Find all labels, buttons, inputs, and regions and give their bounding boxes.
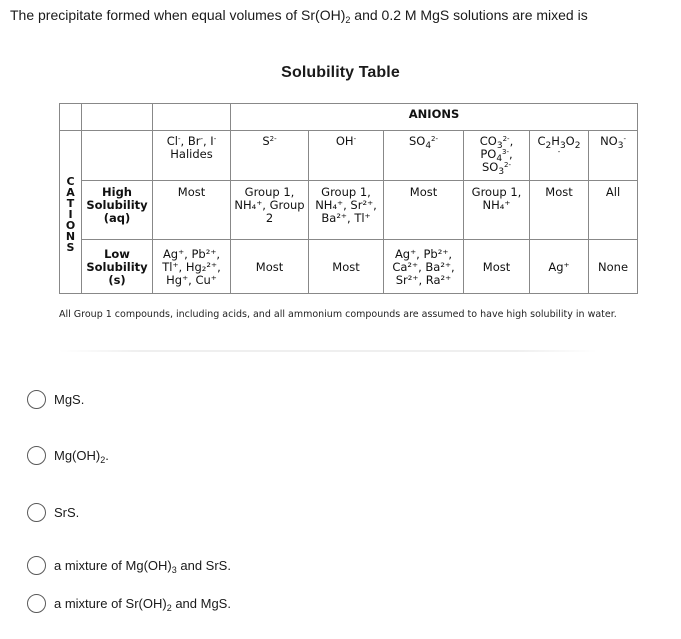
col-header-sulfide: $S^{2-}$ — [231, 131, 309, 181]
col-header-acetate: $C_2H_3O_2$ - — [530, 131, 589, 181]
option-sroh2-mgs[interactable] — [27, 594, 231, 613]
option-label: a mixture of $Sr(OH)_2$ and MgS. — [54, 596, 231, 613]
cell-low-carbonate: Most — [464, 240, 530, 294]
table-footnote: All Group 1 compounds, including acids, and all ammonium compounds are assumed to have high solubility in water. — [59, 309, 617, 320]
cell-high-carbonate: Group 1, NH₄⁺ — [464, 181, 530, 240]
cell-high-nitrate: All — [589, 181, 638, 240]
option-srs[interactable] — [27, 503, 79, 522]
option-mgs[interactable] — [27, 390, 84, 409]
corner-cell — [82, 104, 153, 131]
solubility-table — [59, 103, 638, 294]
divider — [59, 350, 597, 352]
question-text: The precipitate formed when equal volumes of $Sr(OH)_2$ and 0.2 M MgS solutions are mixed is — [10, 7, 588, 25]
col-header-nitrate: $NO_3^-$ — [589, 131, 638, 181]
col-header-halides: Cl-, Br-, I- Halides — [153, 131, 231, 181]
option-mgoh3-srs[interactable] — [27, 556, 231, 575]
radio-button[interactable] — [27, 503, 46, 522]
radio-button[interactable] — [27, 446, 46, 465]
header-blank — [82, 131, 153, 181]
cell-low-sulfide: Most — [231, 240, 309, 294]
row-label-low: Low Solubility (s) — [82, 240, 153, 294]
cell-low-sulfate: Ag⁺, Pb²⁺, Ca²⁺, Ba²⁺, Sr²⁺, Ra²⁺ — [384, 240, 464, 294]
option-mgoh2[interactable] — [27, 446, 109, 465]
cations-label: C A T I O N S — [60, 131, 82, 294]
radio-button[interactable] — [27, 594, 46, 613]
anions-header: ANIONS — [231, 104, 638, 131]
table-title: Solubility Table — [281, 64, 400, 81]
cell-high-sulfide: Group 1, NH₄⁺, Group 2 — [231, 181, 309, 240]
cell-low-halides: Ag⁺, Pb²⁺, Tl⁺, Hg₂²⁺, Hg⁺, Cu⁺ — [153, 240, 231, 294]
cell-high-acetate: Most — [530, 181, 589, 240]
radio-button[interactable] — [27, 390, 46, 409]
col-header-carbonate: $CO_3^{2-}$, $PO_4^{3-}$, $SO_3^{2-}$ — [464, 131, 530, 181]
cell-low-acetate: Ag⁺ — [530, 240, 589, 294]
corner-cell — [60, 104, 82, 131]
radio-button[interactable] — [27, 556, 46, 575]
cell-high-sulfate: Most — [384, 181, 464, 240]
cell-low-nitrate: None — [589, 240, 638, 294]
option-label: $Mg(OH)_2$. — [54, 448, 109, 465]
col-header-sulfate: $SO_4^{2-}$ — [384, 131, 464, 181]
row-label-high: High Solubility (aq) — [82, 181, 153, 240]
cell-low-hydroxide: Most — [309, 240, 384, 294]
corner-cell — [153, 104, 231, 131]
option-label: MgS. — [54, 392, 85, 407]
cell-high-hydroxide: Group 1, NH₄⁺, Sr²⁺, Ba²⁺, Tl⁺ — [309, 181, 384, 240]
cell-high-halides: Most — [153, 181, 231, 240]
option-label: a mixture of $Mg(OH)_3$ and SrS. — [54, 558, 231, 575]
col-header-hydroxide: OH- — [309, 131, 384, 181]
option-label: SrS. — [54, 505, 80, 520]
